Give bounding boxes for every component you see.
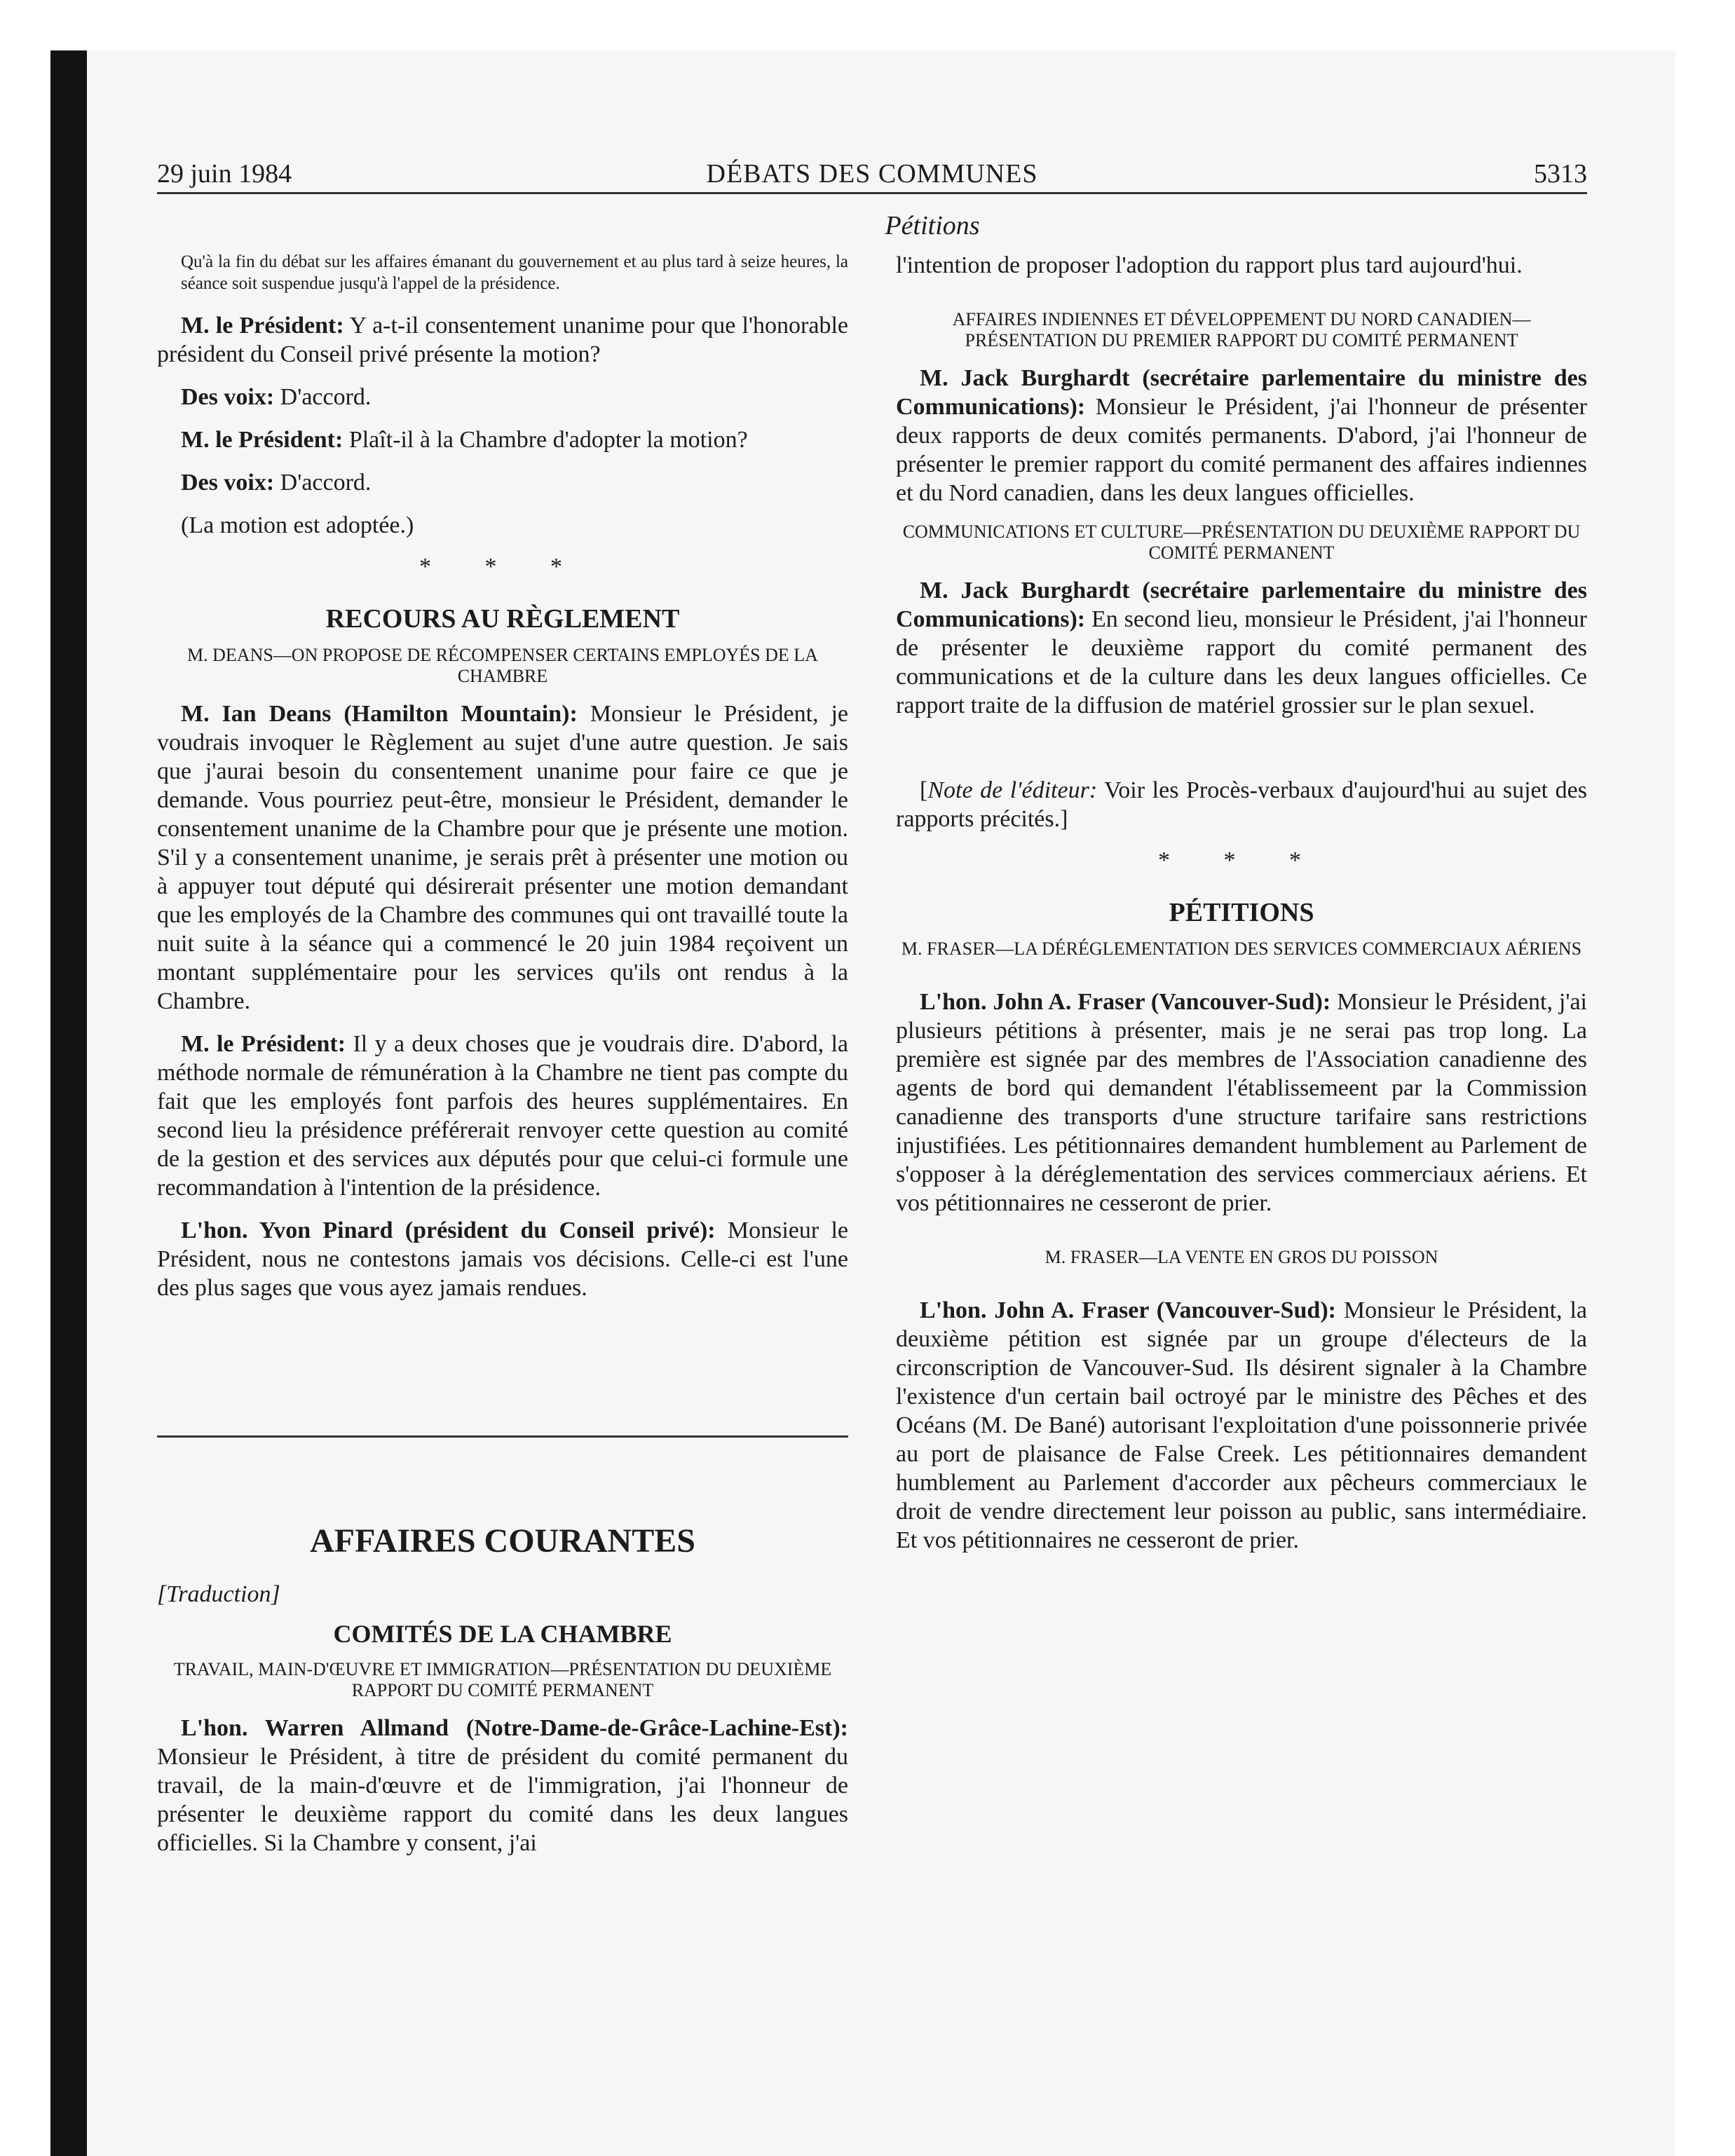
editor-note: [Note de l'éditeur: Voir les Procès-verbaux d'aujourd'hui au sujet des rapports précités.]: [896, 777, 1588, 832]
translation-note: [Traduction]: [157, 1581, 280, 1607]
scan-border: [50, 50, 87, 2156]
section-rule: [157, 1435, 848, 1438]
paragraph: (La motion est adoptée.): [181, 512, 414, 538]
speech-text: Y a-t-il consentement unanime pour que l'honorable président du Conseil privé présente la motion?: [157, 313, 848, 367]
note-text: Voir les Procès-verbaux d'aujourd'hui au sujet des rapports précités.]: [896, 777, 1588, 832]
speech-text: Plaît-il à la Chambre d'adopter la motion?: [343, 427, 748, 453]
speech-text: Monsieur le Président, je voudrais invoquer le Règlement au sujet d'une autre question. Je sais que j'aurai besoin du consentement unanime pour faire ce que je demande. Vous pourriez peut-être, monsieur le Président, demander le consentement unanime de la Chambre pour que je présente une motion. S'il y a consentement unanime, je serais prêt à présenter une motion ou à appuyer tout député qui désirerait présenter une motion demandant que les employés de la Chambre des communes qui ont travaillé toute la nuit suite à la séance qui a commencé le 20 juin 1984 reçoivent un montant supplémentaire pour les services qu'ils ont rendus à la Chambre.: [157, 701, 848, 1014]
paragraph: [896, 1296, 1587, 1555]
paragraph: [181, 468, 848, 497]
paragraph: [181, 383, 848, 411]
paragraph: [896, 364, 1587, 507]
section-heading: COMITÉS DE LA CHAMBRE: [333, 1620, 672, 1648]
paragraph: [181, 425, 848, 454]
section-separator: * * *: [1158, 847, 1325, 873]
speech-text: En second lieu, monsieur le Président, j'ai l'honneur de présenter le deuxième rapport du comité permanent des communications et de la culture dans les deux langues officielles. Ce rapport traite de la diffusion de matériel grossier sur le plan sexuel.: [896, 606, 1587, 718]
subsection-heading: M. FRASER—LA VENTE EN GROS DU POISSON: [1045, 1247, 1438, 1267]
note-label: Note de l'éditeur:: [927, 777, 1098, 803]
paragraph: [896, 988, 1587, 1217]
speaker-name: L'hon. John A. Fraser (Vancouver-Sud):: [920, 989, 1331, 1015]
speech-text: Monsieur le Président, nous ne contestons jamais vos décisions. Celle-ci est l'une des plus sages que vous ayez jamais rendues.: [157, 1217, 849, 1301]
speaker-name: L'hon. Yvon Pinard (président du Conseil privé):: [181, 1217, 716, 1243]
speaker-name: L'hon. John A. Fraser (Vancouver-Sud):: [920, 1297, 1336, 1323]
left-column: [157, 251, 848, 1871]
paragraph: [157, 311, 848, 369]
motion-text: Qu'à la fin du débat sur les affaires émanant du gouvernement et au plus tard à seize heures, la séance soit suspendue jusqu'à l'appel de la présidence.: [181, 252, 848, 293]
speech-text: Il y a deux choses que je voudrais dire. D'abord, la méthode normale de rémunération à la Chambre ne tient pas compte du fait que les employés font parfois des heures supplémentaires. En second lieu la présidence préférerait renvoyer cette question au comité de la gestion et des services aux députés pour que celui-ci formule une recommandation à l'intention de la présidence.: [157, 1031, 848, 1201]
header-date: 29 juin 1984: [157, 159, 292, 189]
header-title: DÉBATS DES COMMUNES: [706, 159, 1038, 189]
section-heading: RECOURS AU RÈGLEMENT: [325, 604, 680, 634]
subsection-heading: TRAVAIL, MAIN-D'ŒUVRE ET IMMIGRATION—PRÉSENTATION DU DEUXIÈME RAPPORT DU COMITÉ PERMANENT: [173, 1659, 832, 1700]
subsection-heading: M. FRASER—LA DÉRÉGLEMENTATION DES SERVICES COMMERCIAUX AÉRIENS: [901, 939, 1582, 959]
paragraph: [157, 1216, 848, 1302]
section-heading: PÉTITIONS: [1169, 898, 1314, 927]
page-number: 5313: [1534, 159, 1587, 189]
section-separator: * * *: [419, 554, 586, 580]
speaker-name: M. Ian Deans (Hamilton Mountain):: [181, 701, 578, 727]
speech-text: Monsieur le Président, j'ai l'honneur de présenter deux rapports de deux comités permanents. D'abord, j'ai l'honneur de présenter le premier rapport du comité permanent des affaires indiennes et du Nord canadien, dans les deux langues officielles.: [896, 394, 1587, 506]
speech-text: Monsieur le Président, j'ai plusieurs pétitions à présenter, mais je ne serai pas trop long. La première est signée par des membres de l'Association canadienne des agents de bord qui demandent l'établissemeent par la Commission canadienne des transports d'une structure tarifaire sans restrictions injustifiées. Les pétitionnaires demandent humblement au Parlement de s'opposer à la déréglementation des services commerciaux aériens. Et vos pétitionnaires ne cesseront de prier.: [896, 989, 1587, 1216]
speaker-name: M. le Président:: [181, 1031, 346, 1057]
subsection-heading: COMMUNICATIONS ET CULTURE—PRÉSENTATION DU DEUXIÈME RAPPORT DU COMITÉ PERMANENT: [902, 521, 1581, 563]
speech-text: D'accord.: [274, 384, 372, 410]
speech-text: Monsieur le Président, la deuxième pétition est signée par un groupe d'électeurs de la circonscription de Vancouver-Sud. Ils désirent signaler à la Chambre l'existence d'un certain bail octroyé par le ministre des Pêches et des Océans (M. De Bané) autorisant l'exploitation d'une poissonnerie privée au port de plaisance de False Creek. Les pétitionnaires demandent humblement au Parlement d'accorder aux pêcheurs commerciaux le droit de vendre directement leur poisson au public, sans intermédiaire. Et vos pétitionnaires ne cesseront de prier.: [896, 1297, 1587, 1553]
subsection-heading: AFFAIRES INDIENNES ET DÉVELOPPEMENT DU NORD CANADIEN—PRÉSENTATION DU PREMIER RAPPORT DU COMITÉ PERMANENT: [952, 309, 1531, 350]
paragraph: [157, 1714, 848, 1857]
speaker-name: L'hon. Warren Allmand (Notre-Dame-de-Grâce-Lachine-Est):: [181, 1715, 848, 1741]
speaker-name: M. le Président:: [181, 427, 343, 453]
speaker-name: M. Jack Burghardt (secrétaire parlementaire du ministre des Communications):: [896, 365, 1587, 420]
subsection-heading: M. DEANS—ON PROPOSE DE RÉCOMPENSER CERTAINS EMPLOYÉS DE LA CHAMBRE: [187, 645, 818, 686]
page-header: [157, 160, 1587, 194]
speaker-name: M. le Président:: [181, 313, 344, 339]
right-column: [896, 251, 1587, 1569]
paragraph: [157, 700, 848, 1016]
speaker-name: Des voix:: [181, 470, 275, 496]
speech-text: D'accord.: [274, 470, 372, 496]
speech-text: Monsieur le Président, à titre de président du comité permanent du travail, de la main-d'œuvre et de l'immigration, j'ai l'honneur de présenter le deuxième rapport du comité dans les deux langues officielles. Si la Chambre y consent, j'ai: [157, 1744, 848, 1856]
speaker-name: Des voix:: [181, 384, 275, 410]
running-title: Pétitions: [885, 211, 980, 240]
paragraph: [896, 576, 1587, 720]
major-heading: AFFAIRES COURANTES: [310, 1522, 695, 1560]
paragraph: [157, 1030, 848, 1202]
paragraph: l'intention de proposer l'adoption du rapport plus tard aujourd'hui.: [896, 252, 1523, 278]
speaker-name: M. Jack Burghardt (secrétaire parlementaire du ministre des Communications):: [896, 578, 1587, 632]
